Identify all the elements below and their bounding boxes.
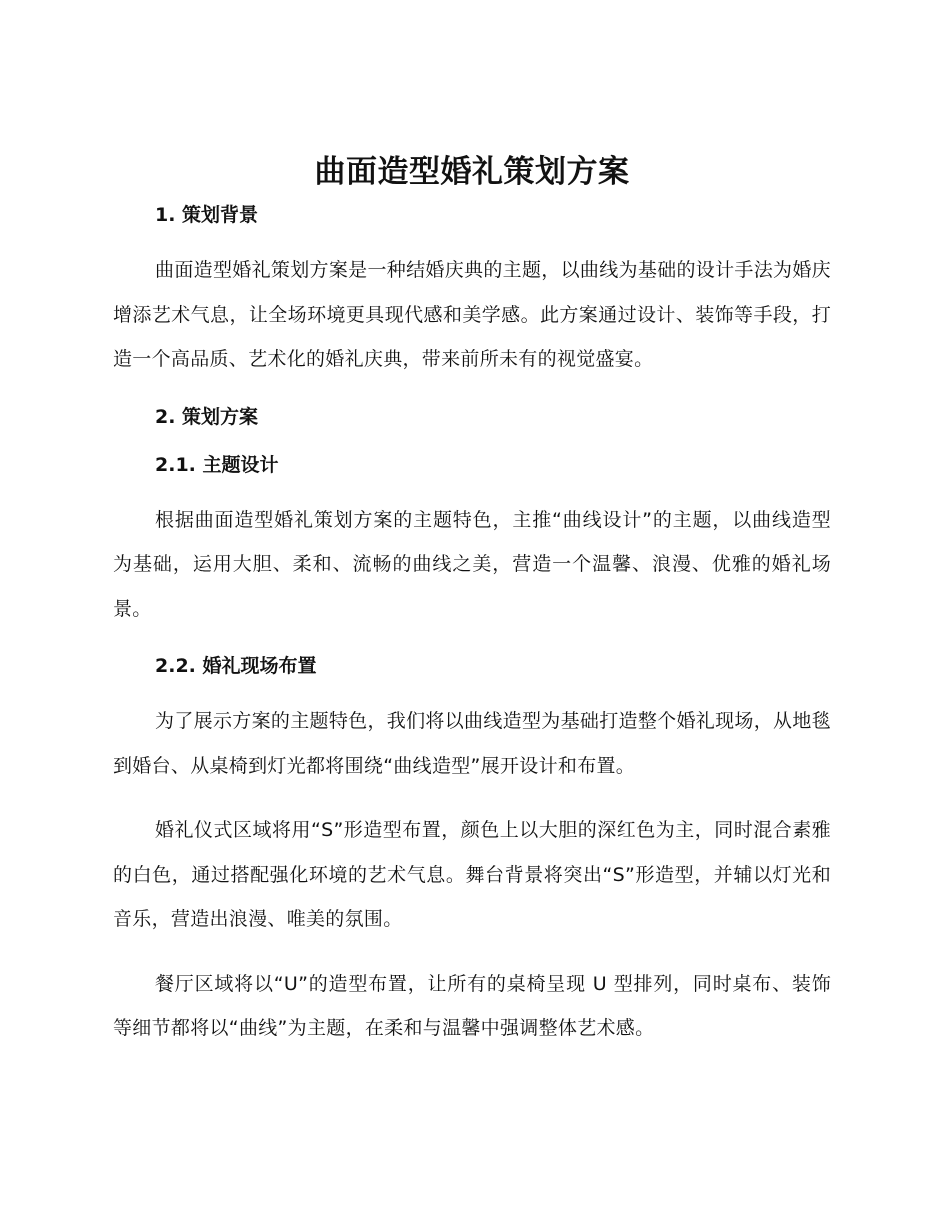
section-heading-plan: 2. 策划方案 [155,405,259,428]
paragraph-theme-design: 根据曲面造型婚礼策划方案的主题特色，主推“曲线设计”的主题，以曲线造型为基础，运用大胆、柔和、流畅的曲线之美，营造一个温馨、浪漫、优雅的婚礼场景。 [113,508,831,620]
paragraph-venue-intro: 为了展示方案的主题特色，我们将以曲线造型为基础打造整个婚礼现场，从地毯到婚台、从桌椅到灯光都将围绕“曲线造型”展开设计和布置。 [113,710,831,777]
document-page [113,150,831,1051]
paragraph-dining-area: 餐厅区域将以“U”的造型布置，让所有的桌椅呈现 U 型排列，同时桌布、装饰等细节都将以“曲线”为主题，在柔和与温馨中强调整体艺术感。 [113,972,831,1039]
section-heading-background: 1. 策划背景 [155,204,259,226]
paragraph-ceremony-area: 婚礼仪式区域将用“S”形造型布置，颜色上以大胆的深红色为主，同时混合素雅的白色，通过搭配强化环境的艺术气息。舞台背景将突出“S”形造型，并辅以灯光和音乐，营造出浪漫、唯美的氛围。 [113,819,831,930]
document-title: 曲面造型婚礼策划方案 [314,154,630,190]
section-heading-theme-design: 2.1. 主题设计 [155,453,279,476]
paragraph-background: 曲面造型婚礼策划方案是一种结婚庆典的主题，以曲线为基础的设计手法为婚庆增添艺术气息，让全场环境更具现代感和美学感。此方案通过设计、装饰等手段，打造一个高品质、艺术化的婚礼庆典，带来前所未有的视觉盛宴。 [113,259,831,370]
section-heading-venue-layout: 2.2. 婚礼现场布置 [155,655,317,677]
